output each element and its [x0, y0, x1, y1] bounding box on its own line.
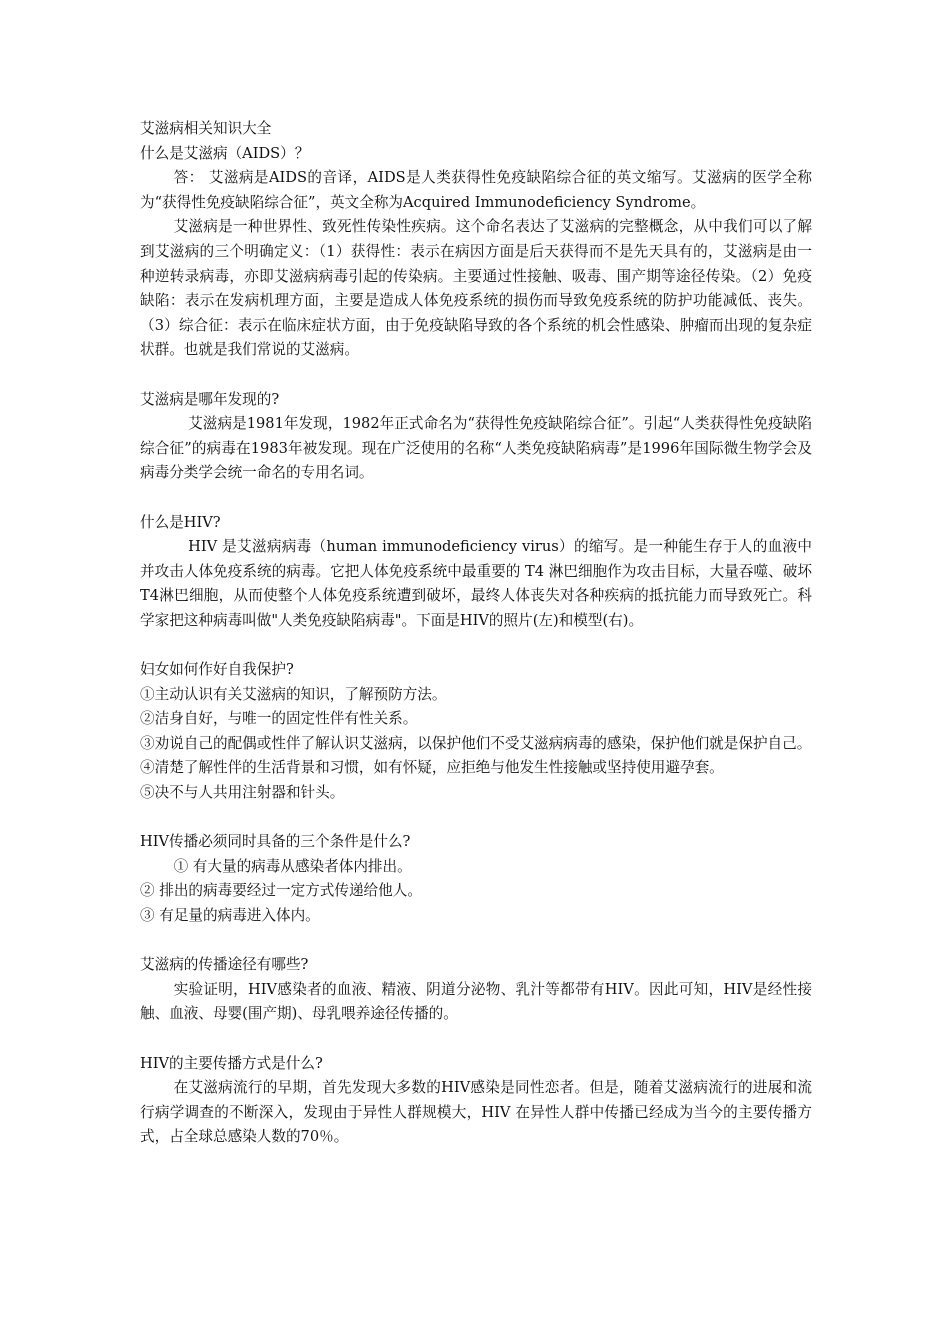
list-item: ①主动认识有关艾滋病的知识，了解预防方法。 [140, 685, 447, 703]
document-page [140, 117, 812, 1150]
section-heading: 艾滋病的传播途径有哪些? [140, 956, 309, 974]
paragraph: HIV 是艾滋病病毒（human immunodeficiency virus）的缩写。是一种能生存于人的血液中并攻击人体免疫系统的病毒。它把人体免疫系统中最重要的 T4 淋巴细胞作为攻击目标，大量吞噬、破坏T4淋巴细胞，从而使整个人体免疫系统遭到破坏，最终人体丧失对各种疾病的抵抗能力而导致死亡。科学家把这种病毒叫做"人类免疫缺陷病毒"。下面是HIV的照片(左)和模型(右)。 [140, 538, 812, 629]
paragraph: 艾滋病是一种世界性、致死性传染性疾病。这个命名表达了艾滋病的完整概念，从中我们可以了解到艾滋病的三个明确定义：（1）获得性：表示在病因方面是后天获得而不是先天具有的，艾滋病是由一种逆转录病毒，亦即艾滋病病毒引起的传染病。主要通过性接触、吸毒、围产期等途径传染。（2）免疫缺陷：表示在发病机理方面，主要是造成人体免疫系统的损伤而导致免疫系统的防护功能减低、丧失。（3）综合征：表示在临床症状方面，由于免疫缺陷导致的各个系统的机会性感染、肿瘤而出现的复杂症状群。也就是我们常说的艾滋病。 [140, 218, 812, 359]
section-gap [140, 486, 812, 511]
section-discovery-year [140, 388, 812, 486]
section-heading: 什么是HIV? [140, 513, 221, 531]
list-item: ⑤决不与人共用注射器和针头。 [140, 784, 345, 802]
list-item: ②洁身自好，与唯一的固定性伴有性关系。 [140, 710, 418, 728]
list-item: ① 有大量的病毒从感染者体内排出。 [173, 857, 412, 875]
document-title: 艾滋病相关知识大全 [140, 120, 272, 137]
section-gap [140, 363, 812, 388]
section-main-transmission [140, 1052, 812, 1150]
paragraph: 艾滋病是1981年发现，1982年正式命名为“获得性免疫缺陷综合征”。引起“人类获得性免疫缺陷综合征”的病毒在1983年被发现。现在广泛使用的名称“人类免疫缺陷病毒”是1996年国际微生物学会及病毒分类学会统一命名的专用名词。 [140, 415, 812, 482]
section-heading: HIV的主要传播方式是什么? [140, 1054, 323, 1072]
list-item: ② 排出的病毒要经过一定方式传递给他人。 [140, 882, 422, 900]
section-gap [140, 806, 812, 831]
section-heading: HIV传播必须同时具备的三个条件是什么? [140, 833, 411, 851]
list-item: ④清楚了解性伴的生活背景和习惯，如有怀疑，应拒绝与他发生性接触或坚持使用避孕套。 [140, 759, 724, 777]
section-what-is-hiv [140, 511, 812, 634]
section-women-protection [140, 658, 812, 806]
list-item: ③劝说自己的配偶或性伴了解认识艾滋病，以保护他们不受艾滋病病毒的感染，保护他们就是保护自己。 [140, 734, 812, 752]
paragraph: 实验证明，HIV感染者的血液、精液、阴道分泌物、乳汁等都带有HIV。因此可知，HIV是经性接触、血液、母婴(围产期)、母乳喂养途径传播的。 [140, 980, 812, 1023]
section-gap [140, 633, 812, 658]
paragraph: 在艾滋病流行的早期，首先发现大多数的HIV感染是同性恋者。但是，随着艾滋病流行的进展和流行病学调查的不断深入，发现由于异性人群规模大，HIV 在异性人群中传播已经成为当今的主要传播方式，占全球总感染人数的70％。 [140, 1079, 812, 1146]
section-what-is-aids [140, 142, 812, 363]
paragraph: 答： 艾滋病是AIDS的音译，AIDS是人类获得性免疫缺陷综合征的英文缩写。艾滋病的医学全称为“获得性免疫缺陷综合征”，英文全称为Acquired Immunodeficiency Syndrome。 [140, 169, 812, 211]
section-heading: 妇女如何作好自我保护? [140, 661, 294, 679]
section-transmission-routes [140, 953, 812, 1027]
section-heading: 艾滋病是哪年发现的? [140, 390, 280, 408]
section-heading: 什么是艾滋病（AIDS）？ [140, 144, 310, 162]
section-gap [140, 929, 812, 954]
section-gap [140, 1027, 812, 1052]
section-transmission-conditions [140, 830, 812, 928]
list-item: ③ 有足量的病毒进入体内。 [140, 907, 320, 924]
